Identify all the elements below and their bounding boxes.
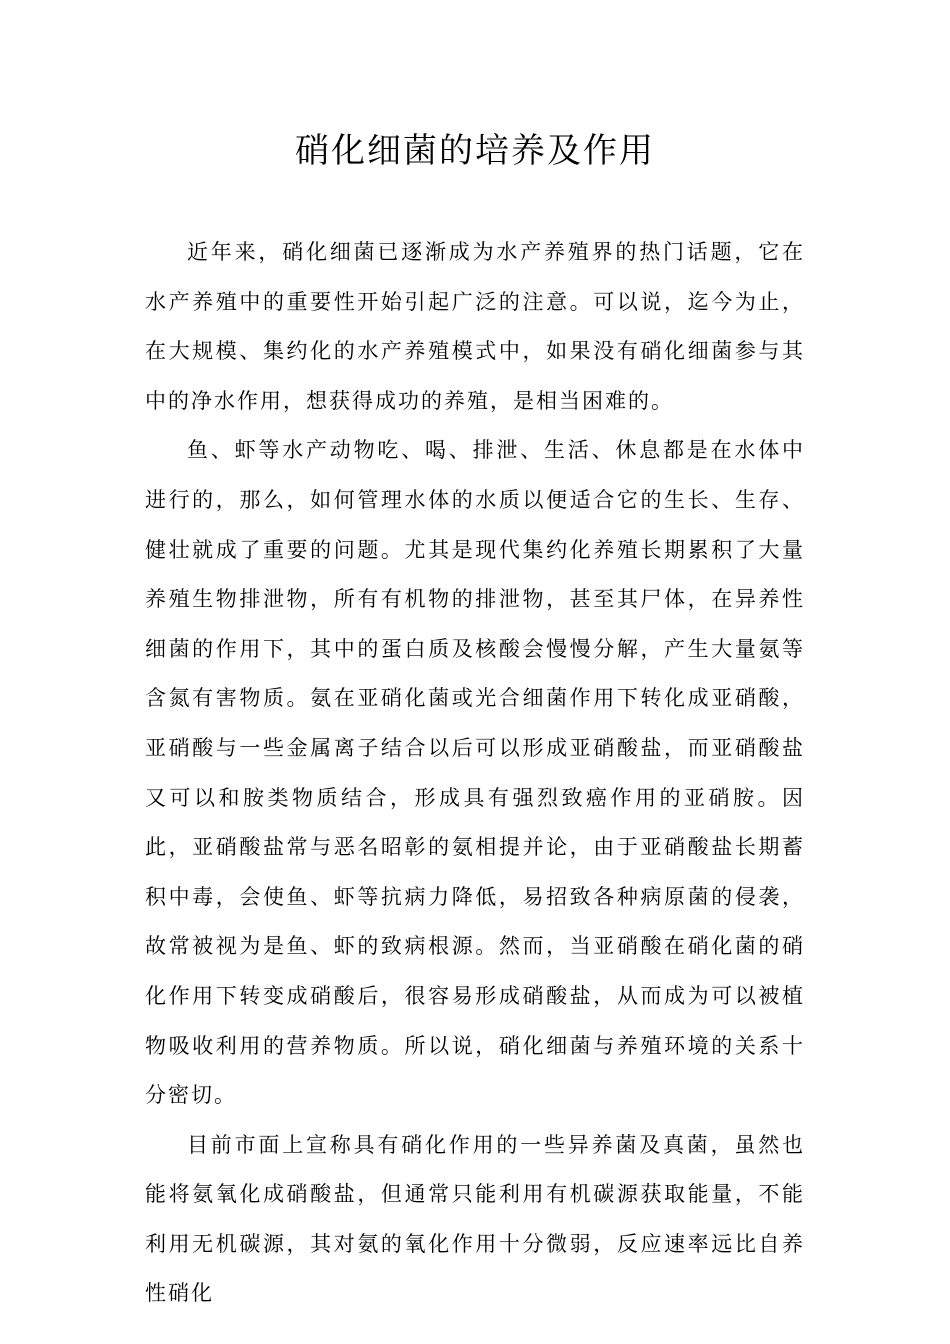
paragraph-2: 鱼、虾等水产动物吃、喝、排泄、生活、休息都是在水体中进行的，那么，如何管理水体的水质以便适合它的生长、生存、健壮就成了重要的问题。尤其是现代集约化养殖长期累积了大量养殖生物排泄物，所有有机物的排泄物，甚至其尸体，在异养性细菌的作用下，其中的蛋白质及核酸会慢慢分解，产生大量氨等含氮有害物质。氨在亚硝化菌或光合细菌作用下转化成亚硝酸，亚硝酸与一些金属离子结合以后可以形成亚硝酸盐，而亚硝酸盐又可以和胺类物质结合，形成具有强烈致癌作用的亚硝胺。因此，亚硝酸盐常与恶名昭彰的氨相提并论，由于亚硝酸盐长期蓄积中毒，会使鱼、虾等抗病力降低，易招致各种病原菌的侵袭，故常被视为是鱼、虾的致病根源。然而，当亚硝酸在硝化菌的硝化作用下转变成硝酸后，很容易形成硝酸盐，从而成为可以被植物吸收利用的营养物质。所以说，硝化细菌与养殖环境的关系十分密切。	[145, 438, 805, 1108]
document-body	[145, 228, 805, 1319]
document-title: 硝化细菌的培养及作用	[295, 131, 655, 171]
paragraph-3: 目前市面上宣称具有硝化作用的一些异养菌及真菌，虽然也能将氨氧化成硝酸盐，但通常只能利用有机碳源获取能量，不能利用无机碳源，其对氨的氧化作用十分微弱，反应速率远比自养性硝化	[145, 1132, 805, 1306]
paragraph-1: 近年来，硝化细菌已逐渐成为水产养殖界的热门话题，它在水产养殖中的重要性开始引起广泛的注意。可以说，迄今为止，在大规模、集约化的水产养殖模式中，如果没有硝化细菌参与其中的净水作用，想获得成功的养殖，是相当困难的。	[145, 240, 805, 413]
